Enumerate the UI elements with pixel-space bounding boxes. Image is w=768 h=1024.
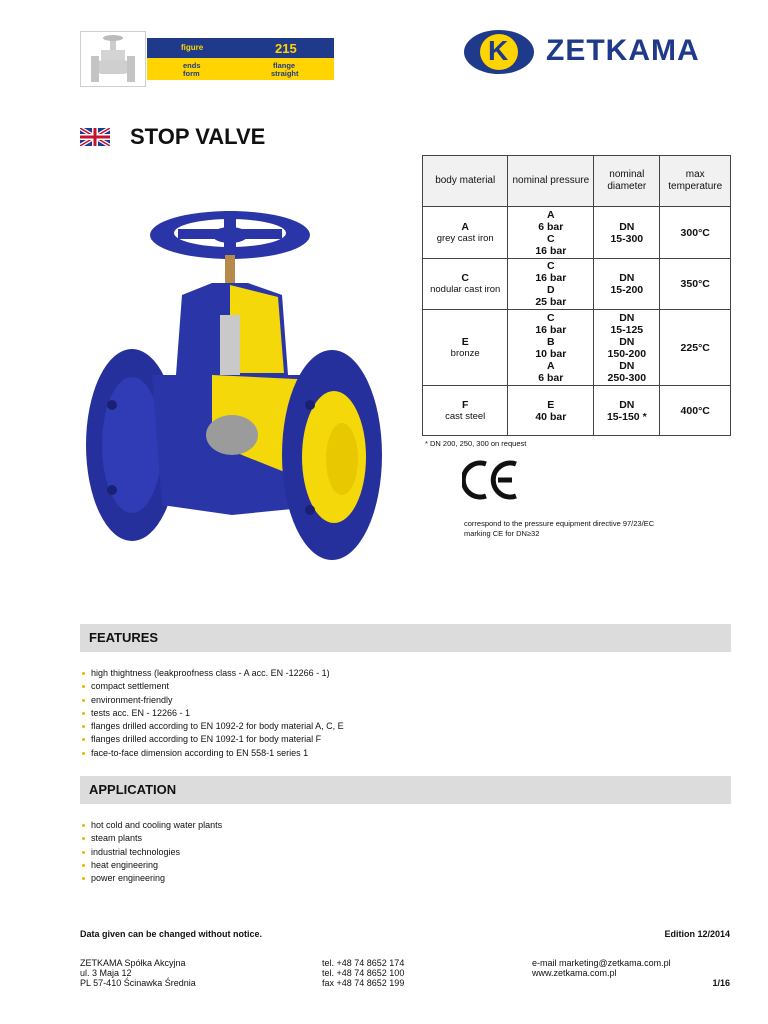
material-code: E — [461, 335, 469, 348]
pressure-class: A — [547, 208, 555, 221]
diameter-cell — [594, 207, 660, 259]
table-header-row — [423, 156, 731, 207]
diameter-label: DN — [619, 311, 635, 324]
list-item: high thightness (leakproofness class - A acc. EN -12266 - 1) — [80, 667, 344, 680]
diameter-range: 15-200 — [610, 284, 644, 296]
company-address — [80, 958, 196, 988]
features-heading: FEATURES — [89, 630, 159, 645]
ce-marking-text: marking CE for DN≥32 — [464, 529, 540, 538]
email-link[interactable]: e-mail marketing@zetkama.com.pl — [532, 958, 671, 968]
valve-thumbnail-image — [80, 31, 146, 87]
temperature-cell: 400°C — [660, 386, 731, 436]
list-item: heat engineering — [80, 859, 222, 872]
material-code: F — [462, 398, 469, 411]
material-name: cast steel — [445, 410, 486, 422]
page-title: STOP VALVE — [130, 124, 266, 149]
figure-banner — [147, 38, 334, 58]
material-cell — [423, 207, 508, 259]
list-item: industrial technologies — [80, 846, 222, 859]
ends-label: ends — [183, 61, 201, 70]
pressure-class: D — [547, 284, 555, 296]
material-name: bronze — [450, 347, 480, 359]
temperature-cell: 300°C — [660, 207, 731, 259]
diameter-cell — [594, 310, 660, 386]
phone-numbers — [322, 958, 404, 988]
pressure-value: 16 bar — [535, 272, 567, 284]
pressure-value: 10 bar — [535, 347, 567, 360]
diameter-cell — [594, 259, 660, 310]
pressure-cell — [508, 310, 594, 386]
phone-number: tel. +48 74 8652 174 — [322, 958, 405, 968]
material-cell — [423, 259, 508, 310]
company-city: PL 57-410 Ścinawka Średnia — [80, 978, 196, 988]
application-heading: APPLICATION — [89, 782, 177, 797]
temperature-cell: 350°C — [660, 259, 731, 310]
pressure-class: C — [547, 232, 555, 245]
pressure-value: 40 bar — [535, 410, 567, 423]
column-header-nominal-diameter: nominal diameter — [594, 156, 660, 207]
website-link[interactable]: www.zetkama.com.pl — [532, 968, 617, 978]
pressure-cell — [508, 207, 594, 259]
table-footnote: * DN 200, 250, 300 on request — [425, 439, 527, 448]
column-header-nominal-pressure: nominal pressure — [508, 156, 594, 207]
diameter-cell — [594, 386, 660, 436]
list-item: power engineering — [80, 872, 222, 885]
material-name: nodular cast iron — [430, 284, 501, 295]
diameter-range: 15-150 * — [606, 410, 647, 423]
pressure-value: 25 bar — [535, 296, 567, 308]
pressure-value: 16 bar — [535, 244, 567, 257]
diameter-range: 15-125 — [610, 323, 644, 336]
spec-table — [422, 155, 731, 436]
material-cell — [423, 310, 508, 386]
page-number: 1/16 — [712, 978, 730, 988]
figure-spec-banner — [147, 58, 334, 80]
column-header-max-temperature: max temperature — [660, 156, 731, 207]
list-item: steam plants — [80, 832, 222, 845]
figure-number: 215 — [275, 41, 297, 56]
form-value: straight — [271, 69, 299, 78]
pressure-cell — [508, 259, 594, 310]
diameter-range: 150-200 — [607, 347, 647, 360]
features-section-header — [80, 624, 731, 652]
pressure-class: B — [547, 335, 555, 348]
diameter-label: DN — [619, 359, 635, 372]
brand-name: ZETKAMA — [546, 34, 700, 67]
material-code: C — [461, 272, 469, 284]
pressure-value: 6 bar — [538, 371, 564, 384]
company-street: ul. 3 Maja 12 — [80, 968, 132, 978]
material-code: A — [461, 220, 469, 233]
list-item: tests acc. EN - 12266 - 1 — [80, 707, 344, 720]
fax-number: fax +48 74 8652 199 — [322, 978, 405, 988]
disclaimer-text: Data given can be changed without notice. — [80, 929, 263, 939]
phone-number: tel. +48 74 8652 100 — [322, 968, 405, 978]
pressure-class: E — [547, 398, 555, 411]
diameter-label: DN — [619, 272, 635, 284]
figure-label: figure — [181, 43, 204, 52]
ce-directive-text: correspond to the pressure equipment directive 97/23/EC — [464, 519, 655, 528]
form-label: form — [183, 69, 200, 78]
features-list — [80, 667, 344, 760]
zetkama-logo-icon — [464, 30, 534, 74]
table-row — [423, 310, 731, 386]
table-row — [423, 386, 731, 436]
ce-mark-icon — [462, 458, 520, 507]
diameter-range: 15-300 — [610, 232, 644, 245]
ce-description — [464, 519, 654, 539]
valve-cutaway-image — [82, 205, 382, 570]
temperature-cell: 225°C — [660, 310, 731, 386]
pressure-class: C — [547, 311, 555, 324]
table-row — [423, 259, 731, 310]
list-item: hot cold and cooling water plants — [80, 819, 222, 832]
pressure-value: 16 bar — [535, 323, 567, 336]
diameter-range: 250-300 — [607, 371, 647, 384]
application-list — [80, 819, 222, 885]
diameter-label: DN — [619, 398, 635, 411]
list-item: flanges drilled according to EN 1092-1 for body material F — [80, 733, 344, 746]
pressure-value: 6 bar — [538, 220, 564, 233]
contact-info — [532, 958, 671, 978]
diameter-label: DN — [619, 220, 635, 233]
application-section-header — [80, 776, 731, 804]
diameter-label: DN — [619, 335, 635, 348]
logo-letter: K — [488, 35, 509, 66]
table-row — [423, 207, 731, 259]
list-item: environment-friendly — [80, 694, 344, 707]
company-name: ZETKAMA Spółka Akcyjna — [80, 958, 186, 968]
ends-value: flange — [273, 61, 296, 70]
pressure-cell — [508, 386, 594, 436]
pressure-class: A — [547, 359, 555, 372]
material-name: grey cast iron — [436, 232, 494, 244]
list-item: face-to-face dimension according to EN 558-1 series 1 — [80, 747, 344, 760]
list-item: flanges drilled according to EN 1092-2 for body material A, C, E — [80, 720, 344, 733]
uk-flag-icon — [80, 128, 110, 146]
column-header-body-material: body material — [423, 156, 508, 207]
edition-text: Edition 12/2014 — [664, 929, 730, 939]
list-item: compact settlement — [80, 680, 344, 693]
material-cell — [423, 386, 508, 436]
pressure-class: C — [547, 260, 555, 272]
